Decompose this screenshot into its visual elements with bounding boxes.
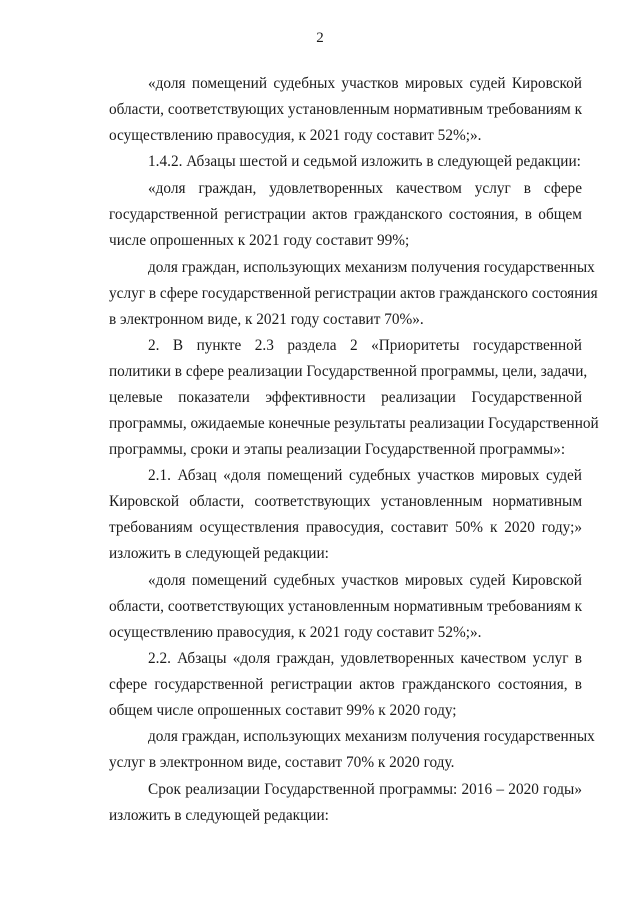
- text-line: политики в сфере реализации Государственной программы, цели, задачи,: [109, 363, 588, 380]
- text-line: общем числе опрошенных составит 99% к 2020 году;: [109, 702, 457, 719]
- text-line: 2.2. Абзацы «доля граждан, удовлетворенных качеством услуг в: [148, 650, 582, 667]
- text-line: 2. В пункте 2.3 раздела 2 «Приоритеты государственной: [148, 337, 582, 354]
- text-line: «доля граждан, удовлетворенных качеством услуг в сфере: [148, 180, 582, 197]
- text-line: изложить в следующей редакции:: [109, 545, 329, 562]
- text-line: в электронном виде, к 2021 году составит 70%».: [109, 311, 424, 328]
- text-line: государственной регистрации актов гражданского состояния, в общем: [109, 206, 582, 223]
- text-line: целевые показатели эффективности реализации Государственной: [109, 389, 582, 406]
- text-line: Кировской области, соответствующих установленным нормативным: [109, 493, 582, 510]
- text-line: Срок реализации Государственной программы: 2016 – 2020 годы»: [148, 781, 582, 798]
- text-line: услуг в сфере государственной регистрации актов гражданского состояния: [109, 285, 598, 302]
- text-line: изложить в следующей редакции:: [109, 807, 329, 824]
- text-line: «доля помещений судебных участков мировых судей Кировской: [148, 572, 582, 589]
- text-line: требованиям осуществления правосудия, составит 50% к 2020 году;»: [109, 519, 582, 536]
- text-line: 1.4.2. Абзацы шестой и седьмой изложить в следующей редакции:: [148, 153, 581, 170]
- text-line: области, соответствующих установленным нормативным требованиям к: [109, 598, 582, 615]
- text-line: услуг в электронном виде, составит 70% к 2020 году.: [109, 754, 455, 771]
- text-line: доля граждан, использующих механизм получения государственных: [148, 728, 595, 745]
- text-line: числе опрошенных к 2021 году составит 99%;: [109, 232, 410, 249]
- text-line: доля граждан, использующих механизм получения государственных: [148, 259, 595, 276]
- text-line: программы, ожидаемые конечные результаты реализации Государственной: [109, 415, 599, 432]
- text-line: осуществлению правосудия, к 2021 году составит 52%;».: [109, 624, 482, 641]
- page-number: 2: [316, 30, 324, 46]
- text-line: области, соответствующих установленным нормативным требованиям к: [109, 101, 582, 118]
- text-line: 2.1. Абзац «доля помещений судебных участков мировых судей: [148, 467, 582, 484]
- text-line: «доля помещений судебных участков мировых судей Кировской: [148, 75, 582, 92]
- text-line: осуществлению правосудия, к 2021 году составит 52%;».: [109, 127, 482, 144]
- text-line: сфере государственной регистрации актов гражданского состояния, в: [109, 676, 582, 693]
- text-line: программы, сроки и этапы реализации Государственной программы»:: [109, 441, 566, 458]
